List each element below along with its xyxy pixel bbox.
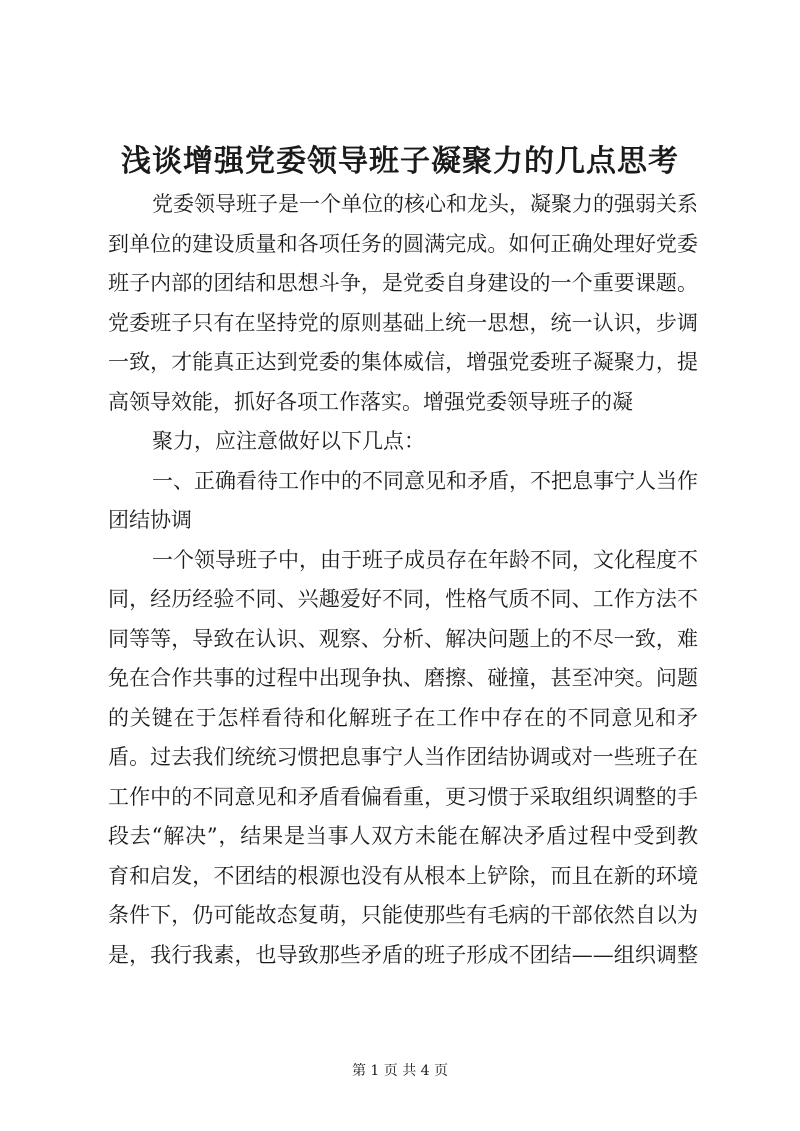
text-line: 是，我行我素，也导致那些矛盾的班子形成不团结——组织调整 [108, 942, 698, 967]
document-body [108, 185, 698, 975]
text-line: 条件下，仍可能故态复萌，只能使那些有毛病的干部依然自以为 [108, 903, 698, 927]
text-line: 段去“解决”，结果是当事人双方未能在解决矛盾过程中受到教 [108, 824, 698, 848]
text-line: 育和启发，不团结的根源也没有从根本上铲除，而且在新的环境 [108, 863, 698, 888]
text-line: 党委领导班子是一个单位的核心和龙头，凝聚力的强弱关系 [152, 192, 698, 216]
text-line: 党委班子只有在坚持党的原则基础上统一思想，统一认识，步调 [108, 310, 698, 335]
text-line: 同，经历经验不同、兴趣爱好不同，性格气质不同、工作方法不 [108, 587, 698, 611]
text-line: 的关键在于怎样看待和化解班子在工作中存在的不同意见和矛 [108, 705, 698, 730]
text-line: 盾。过去我们统统习惯把息事宁人当作团结协调或对一些班子在 [108, 745, 698, 769]
text-line: 高领导效能，抓好各项工作落实。增强党委领导班子的凝 [108, 389, 633, 414]
text-line: 同等等，导致在认识、观察、分析、解决问题上的不尽一致，难 [108, 626, 698, 651]
text-line: 一个领导班子中，由于班子成员存在年龄不同，文化程度不 [152, 547, 698, 572]
text-line: 到单位的建设质量和各项任务的圆满完成。如何正确处理好党委 [108, 231, 698, 256]
text-line: 工作中的不同意见和矛盾看偏看重，更习惯于采取组织调整的手 [108, 784, 698, 809]
section-heading-line: 一、正确看待工作中的不同意见和矛盾，不把息事宁人当作 [152, 468, 698, 493]
section-heading-line: 团结协调 [108, 508, 192, 532]
text-line: 班子内部的团结和思想斗争，是党委自身建设的一个重要课题。 [108, 271, 698, 295]
text-line: 免在合作共事的过程中出现争执、磨擦、碰撞，甚至冲突。问题 [108, 666, 698, 690]
page-footer: 第 1 页 共 4 页 [351, 1063, 449, 1079]
text-line: 一致，才能真正达到党委的集体威信，增强党委班子凝聚力，提 [108, 350, 698, 374]
text-line: 聚力，应注意做好以下几点： [152, 429, 425, 453]
document-title: 浅谈增强党委领导班子凝聚力的几点思考 [121, 144, 679, 179]
